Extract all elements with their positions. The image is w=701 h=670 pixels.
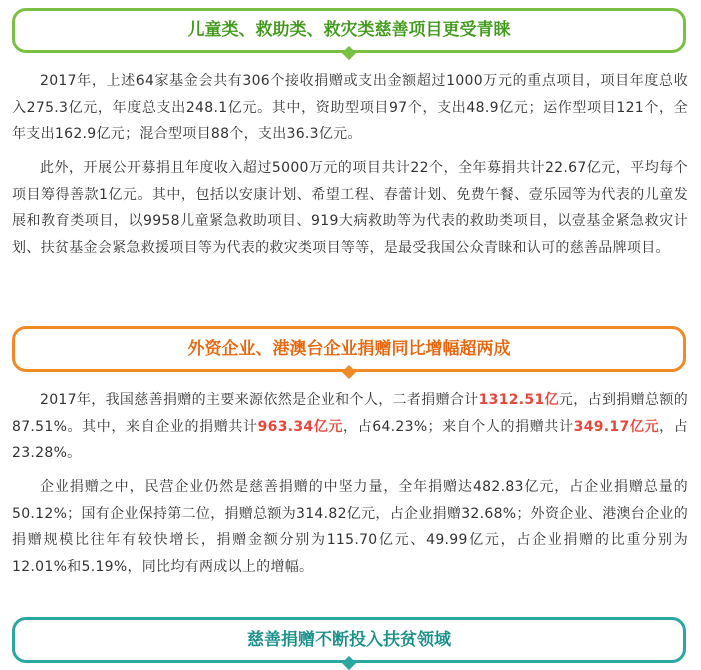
paragraph-enterprise-breakdown: 企业捐赠之中，民营企业仍然是慈善捐赠的中坚力量，全年捐赠达482.83亿元，占企业捐赠总量的50.12%；国有企业保持第二位，捐赠总额为314.82亿元，占企业捐赠32.68%；外资企业、港澳台企业的捐赠规模比往年有较快增长，捐赠金额分别为115.70亿元、49.99亿元，占企业捐赠的比重分别为12.01%和5.19%，同比均有两成以上的增幅。 — [12, 479, 688, 575]
highlight-enterprise-donation: 963.34亿元 — [257, 418, 344, 435]
header-pointer-icon — [342, 656, 356, 670]
text-segment: 元，占到捐赠总额的87.51%。其中，来自企业的捐赠共计 — [12, 392, 688, 435]
paragraph-key-projects: 2017年，上述64家基金会共有306个接收捐赠或支出金额超过1000万元的重点项目，项目年度总收入275.3亿元，年度总支出248.1亿元。其中，资助型项目97个，支出48.9亿元；运作型项目121个，全年支出162.9亿元；混合型项目88个，支出36.3亿元。 — [12, 73, 688, 142]
section-title: 慈善捐赠不断投入扶贫领域 — [247, 630, 451, 650]
section-header-children-relief — [12, 8, 686, 53]
highlight-individual-donation: 349.17亿元 — [573, 418, 660, 435]
text-segment: ，占23.28%。 — [12, 418, 689, 461]
section-header-foreign-enterprise — [12, 326, 686, 372]
text-segment: ，占64.23%；来自个人的捐赠共计 — [343, 418, 574, 435]
paragraph-fundraising-projects: 此外，开展公开募捐且年度收入超过5000万元的项目共计22个，全年募捐共计22.67亿元，平均每个项目筹得善款1亿元。其中，包括以安康计划、希望工程、春蕾计划、免费午餐、壹乐园等为代表的儿童发展和教育类项目，以9958儿童紧急救助项目、919大病救助等为代表的救助类项目，以壹基金紧急救灾计划、扶贫基金会紧急救援项目等为代表的救灾类项目等等，是最受我国公众青睐和认可的慈善品牌项目。 — [12, 160, 688, 256]
paragraph-donation-sources — [12, 387, 688, 467]
section-title: 外资企业、港澳台企业捐赠同比增幅超两成 — [187, 339, 511, 359]
text-segment: 2017年，我国慈善捐赠的主要来源依然是企业和个人，二者捐赠合计 — [40, 392, 479, 408]
section-header-poverty-alleviation — [12, 617, 686, 663]
section-title: 儿童类、救助类、救灾类慈善项目更受青睐 — [187, 20, 511, 40]
highlight-total-donation: 1312.51亿 — [478, 392, 559, 408]
header-pointer-icon — [342, 46, 356, 60]
header-pointer-icon — [342, 365, 356, 379]
